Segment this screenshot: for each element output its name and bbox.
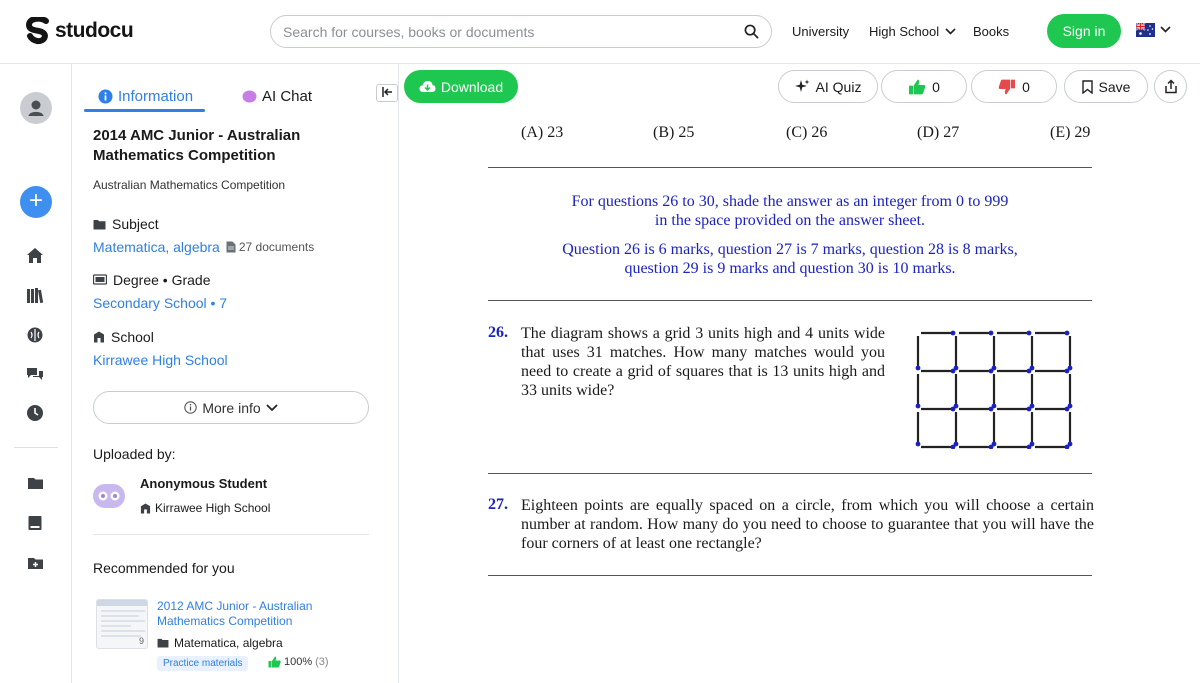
- like-button[interactable]: [881, 70, 967, 103]
- nav-books-label: Books: [973, 24, 1010, 39]
- library-icon[interactable]: [24, 284, 46, 306]
- clock-icon[interactable]: [24, 402, 46, 424]
- matchstick-head: [916, 442, 921, 447]
- panel-divider: [93, 534, 369, 535]
- australia-flag-icon[interactable]: [1136, 23, 1155, 37]
- matchstick-head: [1030, 366, 1035, 371]
- brain-icon[interactable]: [24, 324, 46, 346]
- recommended-page-count: 9: [138, 636, 144, 646]
- question-27-text: Eighteen points are equally spaced on a circle, from which you will choose a certain number at random. How many do you need to choose to guarantee that you will have the four corners of at least one rectangle?: [521, 497, 1094, 552]
- matchstick-head: [951, 331, 956, 336]
- matchstick-grid-diagram: [914, 329, 1074, 449]
- info-icon: [184, 401, 197, 414]
- folder-icon: [157, 638, 169, 648]
- studocu-logo-icon: [26, 17, 52, 45]
- ai-chat-icon: [242, 90, 257, 103]
- home-icon[interactable]: [24, 244, 46, 266]
- search-input[interactable]: [283, 24, 744, 40]
- answer-option-d: (D) 27: [917, 124, 960, 141]
- chevron-down-icon: [945, 28, 956, 35]
- degree-link[interactable]: Secondary School • 7: [93, 295, 228, 311]
- studocu-logo[interactable]: [26, 17, 133, 45]
- nav-high-school-label: High School: [869, 24, 940, 39]
- uploader-school: [140, 501, 270, 515]
- recommended-thumbnail[interactable]: [96, 599, 148, 649]
- subject-label-text: Subject: [112, 216, 159, 232]
- school-icon: [140, 503, 151, 514]
- subject-value[interactable]: [93, 239, 314, 255]
- matchstick-head: [992, 366, 997, 371]
- search-icon[interactable]: [744, 24, 759, 39]
- matchstick-head: [954, 404, 959, 409]
- bookmark-icon: [1082, 80, 1093, 94]
- school-icon: [93, 331, 105, 343]
- answer-option-b: (B) 25: [653, 124, 695, 141]
- answer-option-e: (E) 29: [1050, 124, 1091, 141]
- degree-value[interactable]: [93, 295, 227, 311]
- subject-docs-count: [226, 240, 314, 254]
- degree-label-text: Degree • Grade: [113, 272, 211, 288]
- document-info-panel: [73, 64, 399, 683]
- matchstick-head: [992, 442, 997, 447]
- recommended-subject: [157, 636, 283, 650]
- school-value[interactable]: [93, 352, 228, 368]
- search-bar[interactable]: [270, 15, 772, 48]
- section-divider: [488, 167, 1092, 168]
- rating-count: (3): [315, 656, 329, 668]
- uploader-avatar: [93, 484, 125, 508]
- uploaded-by-label: Uploaded by:: [93, 446, 176, 462]
- matchstick-head: [1068, 366, 1073, 371]
- matchstick-head: [954, 442, 959, 447]
- save-label: Save: [1098, 78, 1131, 95]
- sign-in-button[interactable]: [1047, 14, 1121, 48]
- info-icon: [98, 89, 113, 104]
- tab-ai-chat-label: AI Chat: [262, 87, 313, 105]
- matchstick-head: [1065, 331, 1070, 336]
- download-label: Download: [440, 78, 504, 95]
- matchstick-head: [916, 404, 921, 409]
- chevron-down-icon: [266, 404, 278, 412]
- nav-books[interactable]: [973, 24, 1009, 39]
- chat-icon[interactable]: [24, 364, 46, 386]
- sparkle-icon: [795, 79, 810, 94]
- question-27-number: 27.: [488, 496, 508, 513]
- instructions-line-1: For questions 26 to 30, shade the answer as an integer from 0 to 999: [571, 193, 1009, 210]
- matchstick-head: [989, 331, 994, 336]
- section-divider: [488, 300, 1092, 301]
- anonymous-avatar-icon: [93, 484, 125, 508]
- matchstick-head: [1030, 404, 1035, 409]
- matchstick-head: [1068, 442, 1073, 447]
- nav-university[interactable]: [792, 24, 849, 39]
- cloud-download-icon: [419, 80, 436, 93]
- nav-university-label: University: [792, 24, 850, 39]
- question-26-text: The diagram shows a grid 3 units high and 4 units wide that uses 31 matches. How many matches would you need to create a grid of squares that is 13 units high and 33 units wide?: [521, 325, 885, 399]
- school-label: [93, 329, 154, 345]
- graduation-icon: [93, 274, 107, 286]
- thumbs-up-icon: [908, 79, 926, 95]
- matchstick-head: [916, 366, 921, 371]
- uploader-name: Anonymous Student: [140, 476, 268, 491]
- marks-line-2: question 29 is 9 marks and question 30 is 10 marks.: [624, 260, 956, 277]
- active-tab-indicator: [84, 109, 205, 112]
- folder-icon[interactable]: [24, 472, 46, 494]
- practice-materials-badge: Practice materials: [157, 656, 248, 671]
- recommended-label: Recommended for you: [93, 560, 235, 576]
- question-26-number: 26.: [488, 324, 508, 341]
- share-icon: [1164, 79, 1178, 94]
- top-header: [0, 0, 1200, 64]
- answer-option-a: (A) 23: [521, 124, 564, 141]
- section-divider: [488, 473, 1092, 474]
- sign-in-label: Sign in: [1062, 23, 1106, 39]
- instructions-line-2: in the space provided on the answer sheet.: [654, 212, 926, 229]
- panel-tabs: [93, 82, 193, 110]
- document-icon: [226, 241, 236, 253]
- matchstick-head: [1027, 331, 1032, 336]
- collapse-left-icon: [382, 87, 393, 97]
- degree-label: [93, 272, 211, 288]
- rating-percent: 100%: [284, 656, 313, 668]
- section-divider: [488, 575, 1092, 576]
- matchstick-head: [992, 404, 997, 409]
- more-info-label: More info: [202, 399, 261, 416]
- dislike-count: 0: [1022, 78, 1030, 95]
- tab-information-label: Information: [118, 87, 194, 105]
- share-button[interactable]: [1154, 70, 1187, 103]
- matchstick-head: [1030, 442, 1035, 447]
- save-button[interactable]: [1064, 70, 1148, 103]
- plus-icon[interactable]: +: [20, 186, 52, 218]
- uploader-school-text: Kirrawee High School: [155, 501, 271, 515]
- document-course[interactable]: Australian Mathematics Competition: [93, 178, 286, 192]
- answer-option-c: (C) 26: [786, 124, 828, 141]
- folder-icon: [93, 219, 106, 230]
- more-info-button[interactable]: [93, 391, 369, 424]
- thumbs-up-icon: [268, 656, 281, 668]
- subject-link[interactable]: Matematica, algebra: [93, 239, 220, 255]
- matchstick-head: [954, 366, 959, 371]
- thumbs-down-icon: [998, 79, 1016, 95]
- recommended-rating: [268, 656, 329, 668]
- matchstick-head: [1068, 404, 1073, 409]
- user-silhouette-icon: [20, 92, 52, 124]
- download-button[interactable]: [404, 70, 518, 103]
- subject-docs-text: 27 documents: [238, 240, 315, 254]
- ai-quiz-label: AI Quiz: [815, 78, 862, 95]
- tab-ai-chat[interactable]: [242, 82, 312, 110]
- collapse-panel-button[interactable]: [376, 84, 398, 102]
- nav-high-school[interactable]: [869, 24, 956, 39]
- school-label-text: School: [111, 329, 154, 345]
- dislike-button[interactable]: [971, 70, 1057, 103]
- recommended-title[interactable]: 2012 AMC Junior - Australian Mathematics Competition: [157, 599, 313, 628]
- subject-label: [93, 216, 159, 232]
- folder-plus-icon[interactable]: [24, 552, 46, 574]
- document-title: 2014 AMC Junior - Australian Mathematics Competition: [93, 127, 301, 164]
- ai-quiz-button[interactable]: [778, 70, 878, 103]
- tab-information[interactable]: [98, 82, 193, 110]
- marks-line-1: Question 26 is 6 marks, question 27 is 7 marks, question 28 is 8 marks,: [562, 241, 1018, 258]
- logo-text: studocu: [55, 19, 134, 42]
- document-page: [400, 110, 1200, 683]
- rail-divider: [14, 447, 58, 448]
- school-link[interactable]: Kirrawee High School: [93, 352, 228, 368]
- user-avatar-icon[interactable]: [20, 92, 52, 124]
- recommended-subject-text: Matematica, algebra: [174, 636, 283, 650]
- like-count: 0: [932, 78, 940, 95]
- book-icon[interactable]: [24, 512, 46, 534]
- chevron-down-icon[interactable]: [1160, 26, 1171, 33]
